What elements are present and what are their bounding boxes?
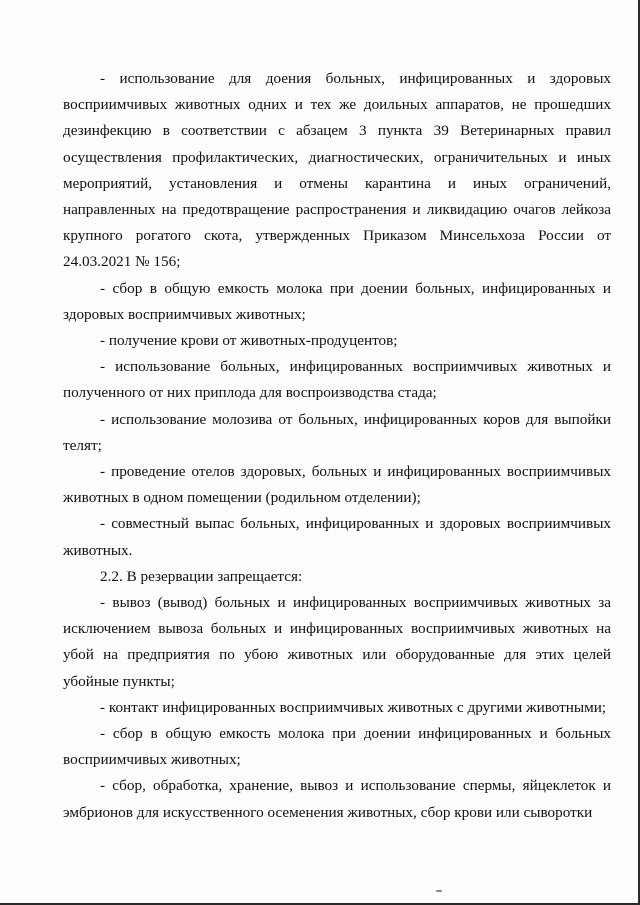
paragraph-animal-export: - вывоз (вывод) больных и инфицированных восприимчивых животных за исключением вывоза больных и инфицированных восприимчивых животных на убой на предприятия по убою животных или оборудованные для этих целей убойные пункты; bbox=[63, 594, 611, 690]
paragraph-calving: - проведение отелов здоровых, больных и инфицированных восприимчивых животных в одном помещении (родильном отделении); bbox=[63, 463, 611, 507]
paragraph-semen-collection: - сбор, обработка, хранение, вывоз и использование спермы, яйцеклеток и эмбрионов для искусственного осеменения животных, сбор крови или сыворотки bbox=[63, 777, 611, 821]
paragraph-common-milk-container: - сбор в общую емкость молока при доении больных, инфицированных и здоровых восприимчивых животных; bbox=[63, 279, 611, 323]
paragraph-contact: - контакт инфицированных восприимчивых животных с другими животными; bbox=[100, 698, 607, 716]
paragraph-blood-collection: - получение крови от животных-продуцентов; bbox=[100, 332, 398, 350]
paragraph-milking-equipment: - использование для доения больных, инфицированных и здоровых восприимчивых животных одних и тех же доильных аппаратов, не прошедших дезинфекцию в соответствии с абзацем 3 пункта 39 Ветеринарных правил осуществления профилактических, диагностических, ограничительных и иных мероприятий, установления и отмены карантина и иных ограничений, направленных на предотвращение распространения и ликвидацию очагов лейкоза крупного рогатого скота, утвержденных Приказом Минсельхоза России от 24.03.2021 № 156; bbox=[63, 70, 611, 271]
paragraph-herd-reproduction: - использование больных, инфицированных восприимчивых животных и полученного от них приплода для воспроизводства стада; bbox=[63, 358, 611, 402]
paragraph-joint-grazing: - совместный выпас больных, инфицированных и здоровых восприимчивых животных. bbox=[63, 515, 611, 559]
scan-speck bbox=[436, 890, 442, 892]
document-body bbox=[63, 66, 611, 826]
paragraph-colostrum: - использование молозива от больных, инфицированных коров для выпойки телят; bbox=[63, 410, 611, 454]
section-heading-2-2: 2.2. В резервации запрещается: bbox=[100, 567, 303, 585]
paragraph-milk-collection-reservation: - сбор в общую емкость молока при доении инфицированных и больных восприимчивых животных; bbox=[63, 725, 611, 769]
